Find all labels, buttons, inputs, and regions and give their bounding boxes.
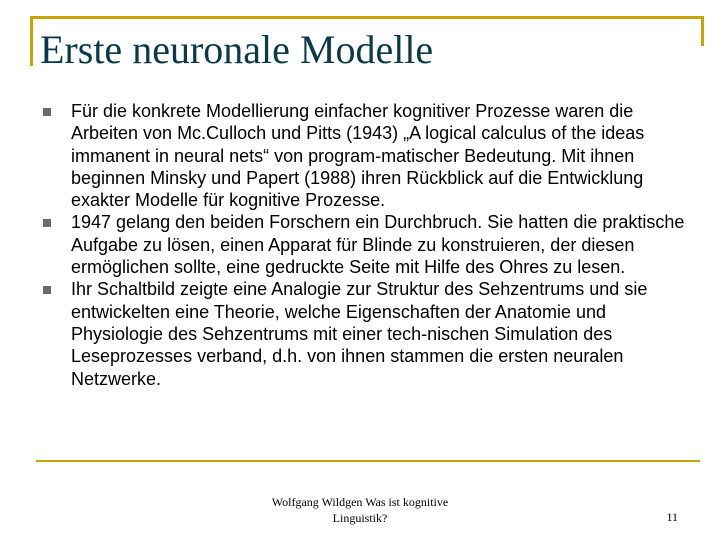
square-bullet-icon	[43, 219, 51, 227]
slide-title: Erste neuronale Modelle	[40, 27, 434, 72]
frame-left-rule	[30, 16, 33, 66]
square-bullet-icon	[43, 286, 51, 294]
footer-citation	[210, 494, 510, 526]
bullet-item	[40, 278, 690, 389]
footer-rule	[36, 460, 700, 462]
bullet-text: Für die konkrete Modellierung einfacher kognitiver Prozesse waren die Arbeiten von Mc.Culloch und Pitts (1943) „A logical calculus of the ideas immanent in neural nets“ von program-matischer Bedeutung. Mit ihnen beginnen Minsky und Papert (1988) ihren Rückblick auf die Entwicklung exakter Modelle für kognitive Prozesse.	[71, 101, 645, 211]
footer-author-line: Wolfgang Wildgen Was ist kognitive	[271, 495, 449, 509]
page-number: 11	[666, 510, 678, 524]
frame-right-rule	[701, 16, 704, 46]
bullet-list	[40, 100, 690, 390]
bullet-text: Ihr Schaltbild zeigte eine Analogie zur Struktur des Sehzentrums und sie entwickelten eine Theorie, welche Eigenschaften der Anatomie und Physiologie des Sehzentrums mit einer tech-nischen Simulation des Leseprozesses verband, d.h. von ihnen stammen die ersten neuralen Netzwerke.	[71, 279, 648, 389]
frame-top-rule	[30, 16, 704, 19]
footer-title-line: Linguistik?	[332, 511, 388, 525]
bullet-text: 1947 gelang den beiden Forschern ein Durchbruch. Sie hatten die praktische Aufgabe zu lösen, einen Apparat für Blinde zu konstruieren, der diesen ermöglichen sollte, eine gedruckte Seite mit Hilfe des Ohres zu lesen.	[71, 212, 685, 278]
bullet-item	[40, 100, 690, 211]
bullet-item	[40, 211, 690, 278]
square-bullet-icon	[43, 108, 51, 116]
